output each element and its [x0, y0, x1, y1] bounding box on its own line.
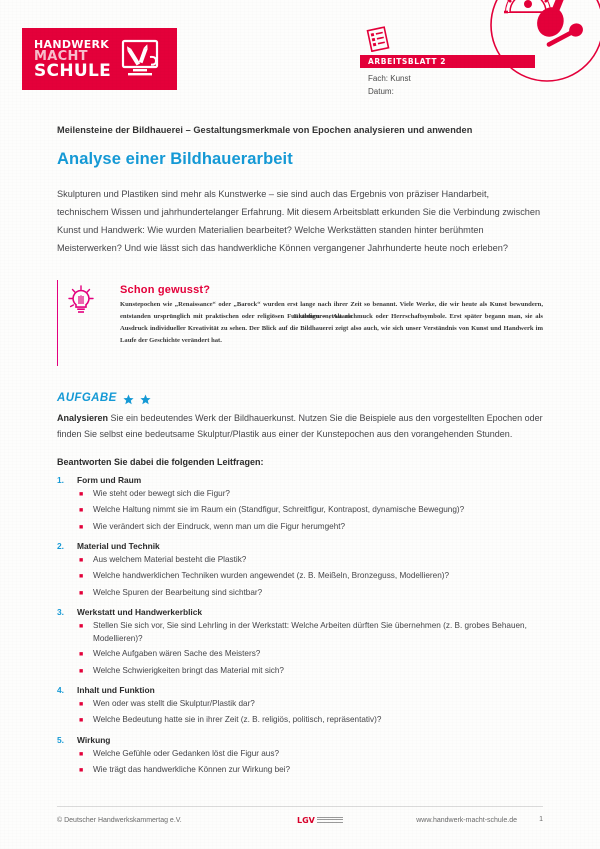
list-item	[57, 587, 543, 600]
question-group-number: 5.	[57, 734, 64, 745]
question-group-title: Werkstatt und Handwerkerblick	[77, 606, 203, 617]
task-header	[57, 392, 543, 404]
question-text: Welche Haltung nimmt sie im Raum ein (Standfigur, Schreitfigur, Kontrapost, dynamische Bewegung)?	[93, 505, 465, 515]
question-group-header	[57, 685, 543, 695]
bullet-icon: ■	[79, 700, 84, 708]
did-you-know-body-part1: Kunstepochen wie „Renaissance“ oder „Barock“ wurden erst lange nach ihrer Zeit so benannt. Viele Werke, die wir heute als Kunst bewundern, entstanden ursprünglich mit praktischen oder religiösen Funktionen – etwa als	[120, 300, 543, 321]
question-group-number: 2.	[57, 541, 64, 552]
question-group	[57, 475, 543, 534]
did-you-know-box	[57, 280, 543, 366]
list-item	[57, 488, 543, 501]
bullet-icon: ■	[79, 667, 84, 675]
page-content	[57, 122, 543, 784]
brand-logo-line2: MACHT	[34, 48, 88, 64]
bullet-icon: ■	[79, 717, 84, 725]
question-group-header	[57, 475, 543, 485]
date-field[interactable]: Datum:	[368, 87, 394, 96]
question-text: Welche Schwierigkeiten bringt das Material mit sich?	[93, 665, 284, 675]
question-text: Welche Aufgaben wären Sache des Meisters?	[93, 649, 261, 659]
task-label: AUFGABE	[57, 391, 117, 404]
list-item	[57, 521, 543, 534]
bullet-icon: ■	[79, 622, 84, 630]
list-item	[57, 714, 543, 727]
question-items	[57, 488, 543, 534]
question-text: Wie steht oder bewegt sich die Figur?	[93, 489, 230, 499]
bullet-icon: ■	[79, 523, 84, 531]
question-group-number: 1.	[57, 475, 64, 486]
bullet-icon: ■	[79, 766, 84, 774]
list-item	[57, 620, 543, 645]
intro-paragraph: Skulpturen und Plastiken sind mehr als Kunstwerke – sie sind auch das Ergebnis von präziser Handarbeit, technischem Wissen und jahrhundertelanger Erfahrung. Mit diesem Arbeitsblatt erkunden Sie die Verbindung zwischen Kunst und Handwerk: Wie wurden Materialien bearbeitet? Welche Werkstätten standen hinter berühmten Meisterwerken? Und wie lässt sich das handwerkliche Können vergangener Jahrhunderte heute noch erleben?	[57, 189, 541, 253]
task-description-rest: Sie ein bedeutendes Werk der Bildhauerkunst. Nutzen Sie die Beispiele aus den vorgestellten Epochen oder finden Sie selbst eine bedeutsame Skulptur/Plastik aus einer der Kunstepochen aus den vorangehenden Stunden.	[57, 412, 543, 440]
brand-logo-line1: HANDWERK	[34, 37, 110, 51]
question-group-header	[57, 607, 543, 617]
did-you-know-body	[120, 299, 543, 348]
did-you-know-body-part2: Grabfiguren, Altarschmuck oder Herrschaftsymbole. Erst später begann man, sie als Ausdruck individueller Kreativität zu sehen. Der Blick auf die Bildhauerei zeigt also auch, wie sich unser Verständnis von Kunst und Handwerk im Laufe der Geschichte verändert hat.	[120, 313, 543, 345]
worksheet-banner-label: ARBEITSBLATT 2	[360, 55, 535, 68]
bullet-icon: ■	[79, 589, 84, 597]
bullet-icon: ■	[79, 557, 84, 565]
list-item	[57, 648, 543, 661]
bullet-icon: ■	[79, 651, 84, 659]
list-item	[57, 554, 543, 567]
guiding-questions-heading: Beantworten Sie dabei die folgenden Leitfragen:	[57, 457, 264, 468]
task-description-lead: Analysieren	[57, 412, 109, 423]
question-text: Wen oder was stellt die Skulptur/Plastik dar?	[93, 698, 255, 708]
document-icon	[366, 26, 392, 52]
question-group	[57, 541, 543, 600]
lgv-logo	[297, 816, 407, 825]
footer-website[interactable]: www.handwerk-macht-schule.de	[416, 817, 517, 824]
bullet-icon: ■	[79, 491, 84, 499]
question-group-number: 4.	[57, 684, 64, 695]
question-text: Welche Gefühle oder Gedanken löst die Figur aus?	[93, 748, 279, 758]
question-text: Welche Spuren der Bearbeitung sind sichtbar?	[93, 587, 263, 597]
question-items	[57, 748, 543, 778]
bullet-icon: ■	[79, 573, 84, 581]
lgv-logo-lines	[317, 817, 343, 824]
list-item	[57, 665, 543, 678]
lightbulb-icon	[66, 284, 96, 316]
question-group-number: 3.	[57, 606, 64, 617]
page-title: Analyse einer Bildhauerarbeit	[57, 150, 293, 169]
question-group-title: Material und Technik	[77, 541, 160, 552]
question-text: Wie trägt das handwerkliche Können zur Wirkung bei?	[93, 764, 291, 774]
question-group-title: Inhalt und Funktion	[77, 684, 155, 695]
question-group-header	[57, 541, 543, 551]
brand-logo[interactable]	[22, 28, 177, 90]
page-footer	[57, 806, 543, 825]
question-text: Aus welchem Material besteht die Plastik?	[93, 555, 247, 565]
question-text: Welche Bedeutung hatte sie in ihrer Zeit (z. B. religiös, politisch, repräsentativ)?	[93, 715, 382, 725]
task-description	[57, 410, 543, 443]
question-group-title: Form und Raum	[77, 475, 142, 486]
question-text: Wie verändert sich der Eindruck, wenn man um die Figur herumgeht?	[93, 521, 346, 531]
list-item	[57, 570, 543, 583]
page-number: 1	[539, 816, 543, 823]
page-header	[0, 0, 600, 110]
subject-field[interactable]: Fach: Kunst	[368, 74, 411, 83]
list-item	[57, 504, 543, 517]
question-group	[57, 607, 543, 678]
gear-and-tools-circle-graphic	[488, 0, 600, 84]
question-items	[57, 698, 543, 728]
question-group-title: Wirkung	[77, 734, 111, 745]
question-group-header	[57, 735, 543, 745]
footer-copyright: © Deutscher Handwerkskammertag e.V.	[57, 817, 182, 824]
did-you-know-heading: Schon gewusst?	[120, 283, 211, 296]
bullet-icon: ■	[79, 750, 84, 758]
question-items	[57, 620, 543, 678]
question-group	[57, 735, 543, 778]
brand-logo-wordmark	[30, 39, 111, 80]
list-item	[57, 748, 543, 761]
star-icon	[123, 392, 134, 403]
list-item	[57, 764, 543, 777]
bullet-icon: ■	[79, 507, 84, 515]
question-text: Welche handwerklichen Techniken wurden angewendet (z. B. Meißeln, Bronzeguss, Modellieren)?	[93, 571, 450, 581]
brand-logo-line3: SCHULE	[34, 60, 111, 81]
lgv-logo-mark: LGV	[297, 816, 315, 825]
page-kicker: Meilensteine der Bildhauerei – Gestaltungsmerkmale von Epochen analysieren und anwenden	[57, 125, 473, 135]
question-group	[57, 685, 543, 728]
question-items	[57, 554, 543, 600]
screen-with-tools-icon	[117, 38, 163, 80]
star-icon	[140, 392, 151, 403]
guiding-questions-list	[57, 475, 543, 777]
question-text: Stellen Sie sich vor, Sie sind Lehrling in der Werkstatt: Welche Arbeiten dürften Sie übernehmen (z. B. grobes Behauen, Modellieren)?	[93, 620, 527, 643]
list-item	[57, 698, 543, 711]
